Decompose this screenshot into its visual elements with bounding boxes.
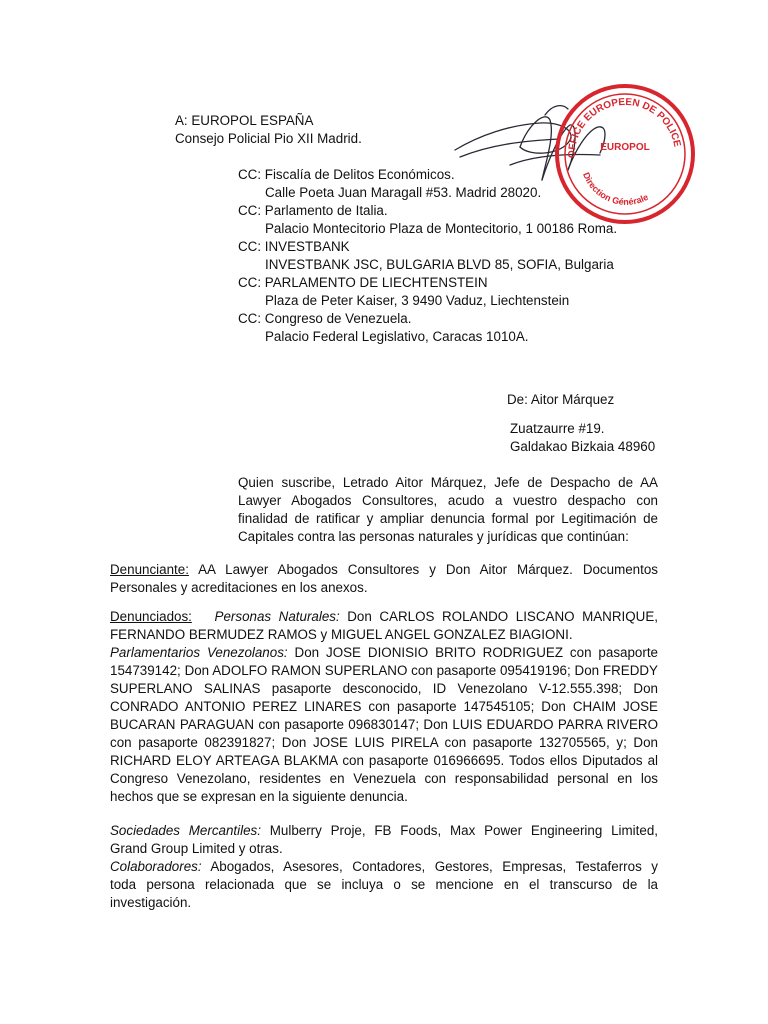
parlamentarios-text: Don JOSE DIONISIO BRITO RODRIGUEZ con pasaporte xyxy=(287,645,658,660)
colaboradores-label: Colaboradores: xyxy=(110,859,202,874)
denunciados-paragraph xyxy=(110,608,658,806)
cc-address: Plaza de Peter Kaiser, 3 9490 Vaduz, Liechtenstein xyxy=(265,293,570,308)
cc-address: Calle Poeta Juan Maragall #53. Madrid 28020. xyxy=(265,185,542,200)
parlamentarios-text: SUPERLANO SALINAS pasaporte desconocido, ID Venezolano V-12.555.398; Don xyxy=(110,681,658,696)
recipient-line-1: A: EUROPOL ESPAÑA xyxy=(175,113,314,128)
cc-address: INVESTBANK JSC, BULGARIA BLVD 85, SOFIA, Bulgaria xyxy=(265,257,614,272)
denunciante-label: Denunciante: xyxy=(110,562,189,577)
sender-city: Galdakao Bizkaia 48960 xyxy=(510,439,656,454)
sociedades-paragraph xyxy=(110,822,658,858)
intro-line: finalidad de ratificar y ampliar denuncia formal por Legitimación de xyxy=(238,511,658,526)
colaboradores-text: investigación. xyxy=(110,895,192,910)
stamp-top-text: OFFICE EUROPEEN DE POLICE xyxy=(566,96,683,159)
parlamentarios-text: hechos que se expresan en la siguiente denuncia. xyxy=(110,789,408,804)
denunciante-paragraph xyxy=(110,561,658,597)
parlamentarios-text: BUCARAN PARAGUAN con pasaporte 096830147; Don LUIS EDUARDO PARRA RIVERO xyxy=(110,717,658,732)
intro-line: Capitales contra las personas naturales y jurídicas que continúan: xyxy=(238,529,629,544)
parlamentarios-text: RICHARD ELOY ARTEAGA BLAKMA con pasaporte 016966695. Todos ellos Diputados al xyxy=(110,753,658,768)
sociedades-text: Mulberry Proje, FB Foods, Max Power Engineering Limited, xyxy=(260,823,658,838)
intro-line: Lawyer Abogados Consultores, acudo a vuestro despacho con xyxy=(238,493,658,508)
cc-name: CC: INVESTBANK xyxy=(238,239,350,254)
cc-name: CC: Parlamento de Italia. xyxy=(238,203,388,218)
recipient-line-2: Consejo Policial Pio XII Madrid. xyxy=(175,131,362,146)
cc-name: CC: PARLAMENTO DE LIECHTENSTEIN xyxy=(238,275,488,290)
naturales-text: FERNANDO BERMUDEZ RAMOS y MIGUEL ANGEL GONZALEZ BIAGIONI. xyxy=(110,627,573,642)
colaboradores-text: Abogados, Asesores, Contadores, Gestores, Empresas, Testaferros y xyxy=(201,859,658,874)
naturales-text: Don CARLOS ROLANDO LISCANO MANRIQUE, xyxy=(339,609,658,624)
parlamentarios-label: Parlamentarios Venezolanos: xyxy=(110,645,288,660)
cc-address: Palacio Montecitorio Plaza de Montecitorio, 1 00186 Roma. xyxy=(265,221,618,236)
stamp-bottom-text: Direction Générale xyxy=(581,170,650,207)
svg-text:Direction Générale xyxy=(581,171,650,207)
sender-street: Zuatzaurre #19. xyxy=(510,421,605,436)
parlamentarios-text: CONRADO ANTONIO PEREZ LINARES con pasaporte 147545105; Don CHAIM JOSE xyxy=(110,699,658,714)
parlamentarios-text: con pasaporte 082391827; Don JOSE LUIS PIRELA con pasaporte 132705565, y; Don xyxy=(110,735,658,750)
parlamentarios-text: Congreso Venezolano, residentes en Venezuela con responsabilidad personal en los xyxy=(110,771,658,786)
denunciados-label: Denunciados: xyxy=(110,609,192,624)
cc-name: CC: Fiscalía de Delitos Económicos. xyxy=(238,167,455,182)
stamp-center-text: EUROPOL xyxy=(600,142,650,153)
sociedades-label: Sociedades Mercantiles: xyxy=(110,823,261,838)
intro-line: Quien suscribe, Letrado Aitor Márquez, Jefe de Despacho de AA xyxy=(238,475,658,490)
europol-stamp xyxy=(553,82,698,227)
cc-name: CC: Congreso de Venezuela. xyxy=(238,311,412,326)
naturales-label: Personas Naturales: xyxy=(214,609,340,624)
denunciante-text: Personales y acreditaciones en los anexos. xyxy=(110,580,368,595)
sociedades-text: Grand Group Limited y otras. xyxy=(110,841,283,856)
denunciante-text: AA Lawyer Abogados Consultores y Don Aitor Márquez. Documentos xyxy=(188,562,658,577)
parlamentarios-text: 154739142; Don ADOLFO RAMON SUPERLANO con pasaporte 095419196; Don FREDDY xyxy=(110,663,658,678)
colaboradores-text: toda persona relacionada que se incluya o se mencione en el transcurso de la xyxy=(110,877,658,892)
colaboradores-paragraph xyxy=(110,858,658,912)
intro-paragraph xyxy=(238,474,658,546)
cc-address: Palacio Federal Legislativo, Caracas 1010A. xyxy=(265,329,529,344)
sender-name: De: Aitor Márquez xyxy=(507,392,615,407)
